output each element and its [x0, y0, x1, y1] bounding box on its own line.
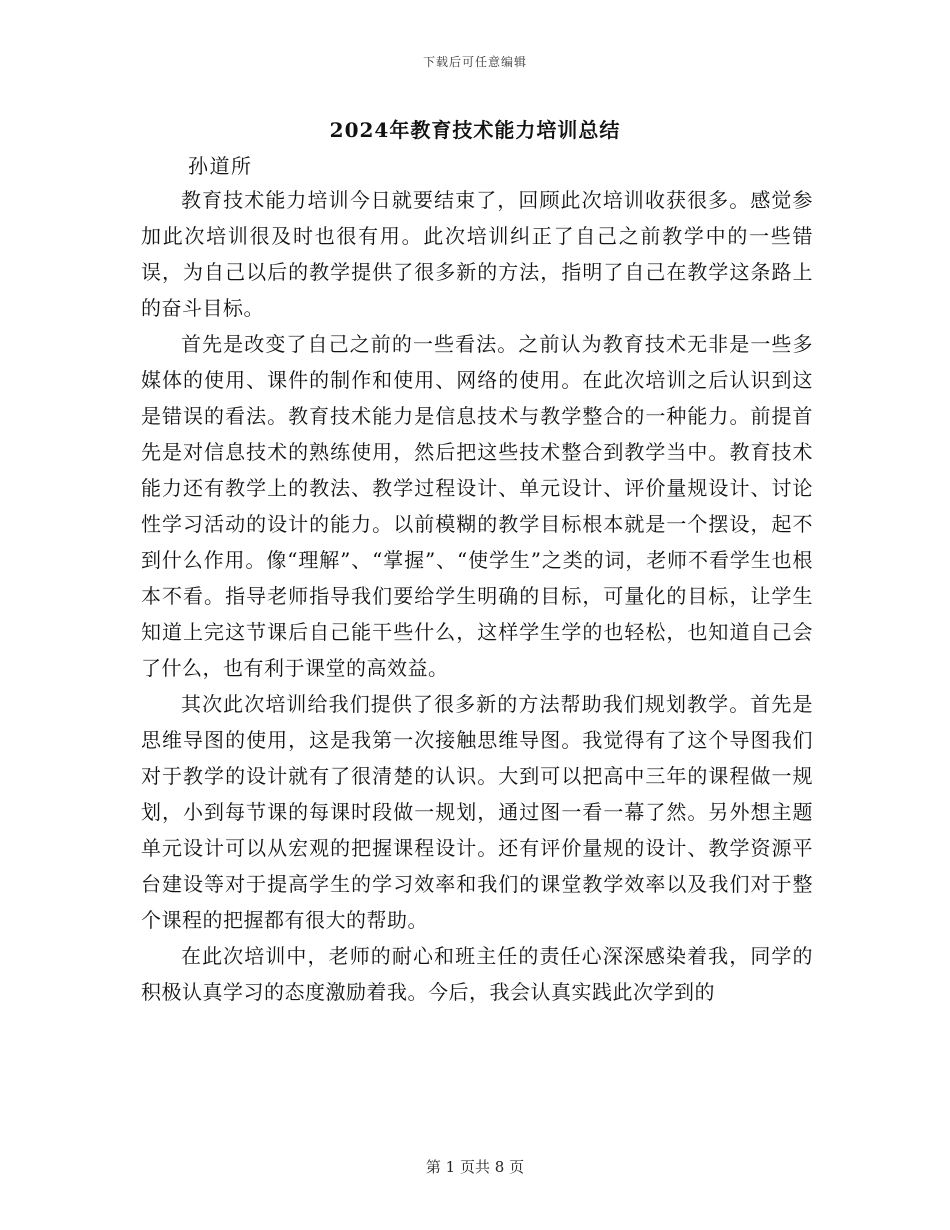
paragraph-3: 其次此次培训给我们提供了很多新的方法帮助我们规划教学。首先是思维导图的使用，这是我第一次接触思维导图。我觉得有了这个导图我们对于教学的设计就有了很清楚的认识。大到可以把高中三年的课程做一规划，小到每节课的每课时段做一规划，通过图一看一幕了然。另外想主题单元设计可以从宏观的把握课程设计。还有评价量规的设计、教学资源平台建设等对于提高学生的学习效率和我们的课堂教学效率以及我们对于整个课程的把握都有很大的帮助。: [141, 692, 813, 932]
paragraph-1: 教育技术能力培训今日就要结束了，回顾此次培训收获很多。感觉参加此次培训很及时也很有用。此次培训纠正了自己之前教学中的一些错误，为自己以后的教学提供了很多新的方法，指明了自己在教学这条路上的奋斗目标。: [141, 188, 813, 320]
page-number-footer: 第 1 页共 8 页: [425, 1158, 525, 1176]
document-title: 2024年教育技术能力培训总结: [329, 118, 621, 142]
author-name: 孙道所: [188, 154, 253, 178]
paragraph-4: 在此次培训中，老师的耐心和班主任的责任心深深感染着我，同学的积极认真学习的态度激励着我。今后，我会认真实践此次学到的: [141, 944, 813, 1004]
paragraph-2: 首先是改变了自己之前的一些看法。之前认为教育技术无非是一些多媒体的使用、课件的制作和使用、网络的使用。在此次培训之后认识到这是错误的看法。教育技术能力是信息技术与教学整合的一种能力。前提首先是对信息技术的熟练使用，然后把这些技术整合到教学当中。教育技术能力还有教学上的教法、教学过程设计、单元设计、评价量规设计、讨论性学习活动的设计的能力。以前模糊的教学目标根本就是一个摆设，起不到什么作用。像“理解”、“掌握”、“使学生”之类的词，老师不看学生也根本不看。指导老师指导我们要给学生明确的目标，可量化的目标，让学生知道上完这节课后自己能干些什么，这样学生学的也轻松，也知道自己会了什么，也有利于课堂的高效益。: [141, 332, 813, 680]
page-header-note: 下载后可任意编辑: [422, 55, 527, 69]
document-body: [141, 182, 813, 1010]
